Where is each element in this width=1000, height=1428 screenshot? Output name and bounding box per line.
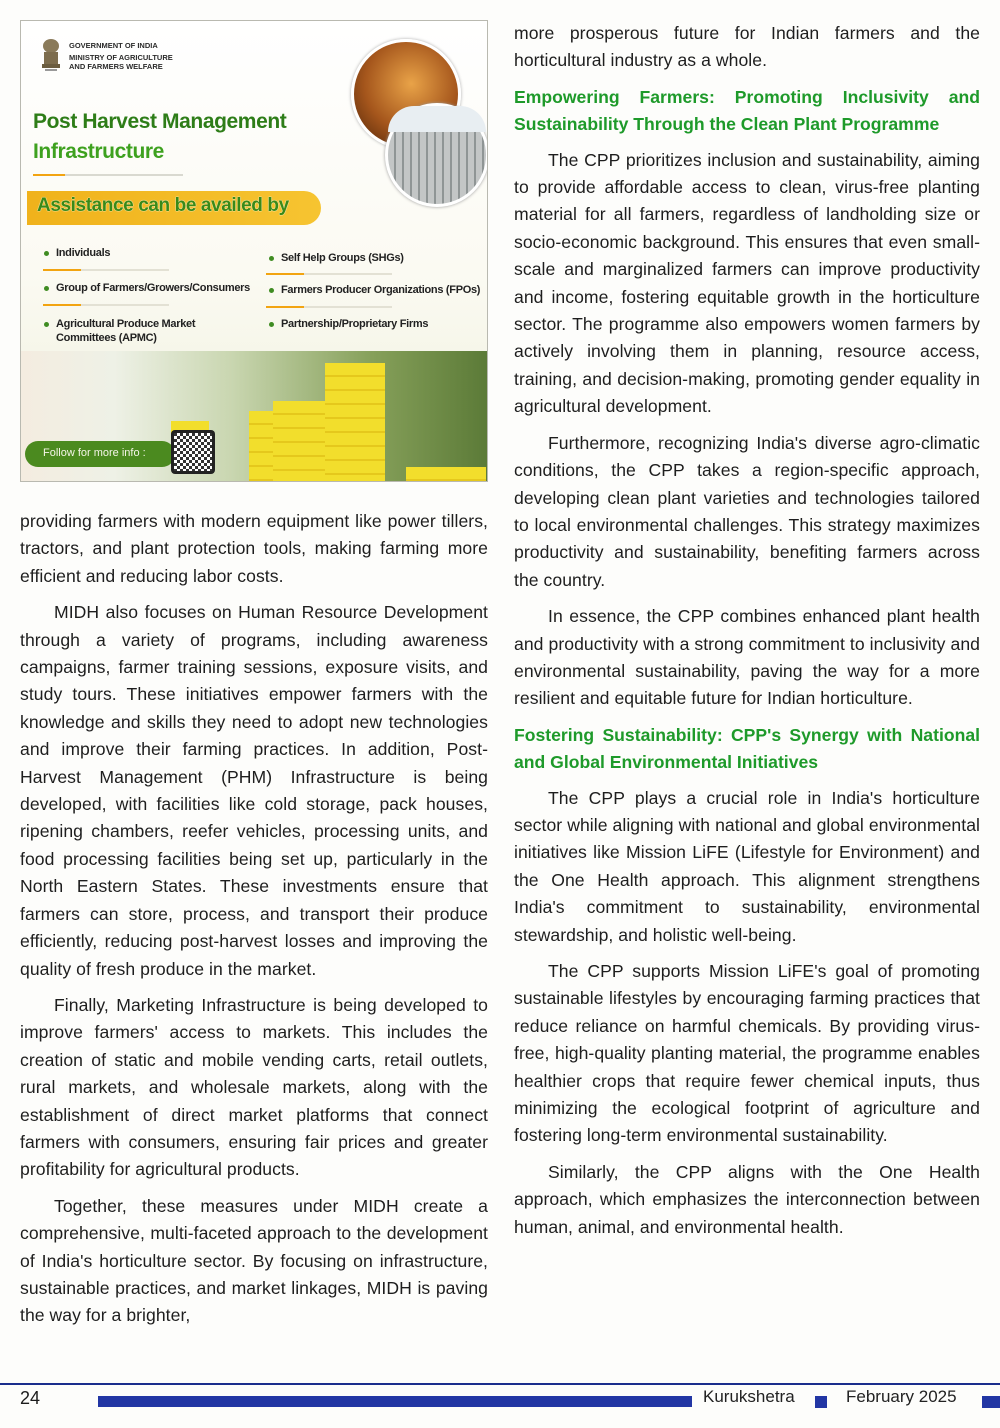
bullet-item: Individuals bbox=[56, 247, 111, 259]
divider bbox=[43, 269, 169, 271]
gov-line: GOVERNMENT OF INDIA bbox=[69, 41, 158, 50]
bullet-item: Farmers Producer Organizations (FPOs) bbox=[281, 284, 481, 296]
paragraph: The CPP prioritizes inclusion and sustainability, aiming to provide affordable access to clean, virus-free planting material for all farmers, regardless of landholding size or socio-economic background. This ensures that even small-scale and marginalized farmers can improve productivity and income, fostering equitable growth in the horticulture sector. The programme also empowers women farmers by actively involving them in planning, resource access, training, and decision-making, promoting gender equality in agricultural development. bbox=[514, 149, 980, 417]
magazine-name: Kurukshetra bbox=[703, 1387, 795, 1406]
paragraph: The CPP plays a crucial role in India's horticulture sector while aligning with national and global environmental initiatives like Mission LiFE (Lifestyle for Environment) and the One Health approach. This alignment strengthens India's commitment to sustainability, environmental stewardship, and holistic well-being. bbox=[514, 787, 980, 945]
crate-stack bbox=[273, 401, 327, 481]
section-heading: Empowering Farmers: Promoting Inclusivity and Sustainability Through the Clean Plant Programme bbox=[514, 86, 980, 135]
divider bbox=[266, 273, 392, 275]
paragraph: Finally, Marketing Infrastructure is being developed to improve farmers' access to markets. This includes the creation of static and mobile vending carts, retail outlets, rural markets, and wholesale markets, along with the establishment of direct market platforms that connect farmers with consumers, ensuring fair prices and greater profitability for agricultural products. bbox=[20, 994, 488, 1180]
paragraph: Furthermore, recognizing India's diverse agro-climatic conditions, the CPP takes a region-specific approach, developing clean plant varieties and technologies tailored to local environmental challenges. This strategy maximizes productivity and sustainability, benefiting farmers across the country. bbox=[514, 432, 980, 590]
poster-title bbox=[33, 107, 286, 167]
bullet-line: Committees (APMC) bbox=[56, 332, 157, 344]
phm-infrastructure-poster bbox=[20, 20, 488, 482]
bullet-item: Partnership/Proprietary Firms bbox=[281, 318, 429, 330]
crate-stack bbox=[406, 467, 486, 481]
issue-date: February 2025 bbox=[846, 1387, 957, 1406]
title-line: Infrastructure bbox=[33, 140, 164, 163]
paragraph: more prosperous future for Indian farmers and the horticultural industry as a whole. bbox=[514, 23, 980, 71]
ministry-line: AND FARMERS WELFARE bbox=[69, 62, 163, 71]
ministry-line: MINISTRY OF AGRICULTURE bbox=[69, 53, 173, 62]
page-number: 24 bbox=[20, 1388, 41, 1408]
paragraph: Together, these measures under MIDH create a comprehensive, multi-faceted approach to the development of India's horticulture sector. By focusing on infrastructure, sustainable practices, and market linkages, MIDH is paving the way for a brighter, bbox=[20, 1195, 488, 1326]
left-column bbox=[20, 20, 488, 1339]
title-line: Post Harvest Management bbox=[33, 110, 287, 133]
assistance-banner bbox=[27, 191, 321, 225]
section-heading: Fostering Sustainability: CPP's Synergy with National and Global Environmental Initiatives bbox=[514, 724, 980, 773]
divider bbox=[33, 174, 183, 176]
banner-text: Assistance can be availed by bbox=[37, 195, 289, 216]
footer-rule bbox=[0, 1383, 1000, 1385]
paragraph: The CPP supports Mission LiFE's goal of promoting sustainable lifestyles by encouraging farming practices that reduce reliance on harmful chemicals. By providing virus-free, high-quality planting material, the programme enables healthier crops that require fewer chemical inputs, thus minimizing the ecological footprint of agriculture and fostering long-term environmental sustainability. bbox=[514, 961, 980, 1146]
follow-button[interactable]: Follow for more info : bbox=[25, 441, 175, 467]
separator-square-icon bbox=[815, 1396, 827, 1408]
national-emblem-icon bbox=[39, 37, 63, 73]
separator-square-icon bbox=[982, 1396, 1000, 1408]
bullet-item bbox=[56, 317, 195, 345]
footer-bar bbox=[98, 1396, 692, 1407]
paragraph: MIDH also focuses on Human Resource Development through a variety of programs, including awareness campaigns, farmer training sessions, exposure visits, and study tours. These initiatives empower farmers with the knowledge and skills they need to adopt new technologies and improve their farming practices. In addition, Post-Harvest Management (PHM) Infrastructure is being developed, with facilities like cold storage, pack houses, ripening chambers, reefer vehicles, processing units, and food processing facilities being set up, particularly in the North Eastern States. These investments ensure that farmers can store, process, and transport their produce efficiently, reducing post-harvest losses and improving the quality of fresh produce in the market. bbox=[20, 602, 488, 979]
bullet-line: Agricultural Produce Market bbox=[56, 318, 196, 330]
divider bbox=[43, 304, 169, 306]
paragraph: Similarly, the CPP aligns with the One Health approach, which emphasizes the interconnection between human, animal, and environmental health. bbox=[514, 1161, 980, 1237]
silo-photo bbox=[385, 103, 488, 207]
crate-stack bbox=[325, 363, 385, 481]
bullet-item: Self Help Groups (SHGs) bbox=[281, 252, 404, 264]
paragraph: In essence, the CPP combines enhanced plant health and productivity with a strong commitment to inclusivity and environmental sustainability, paving the way for a more resilient and equitable future for Indian horticulture. bbox=[514, 606, 980, 709]
ministry-label bbox=[69, 41, 173, 71]
bullet-item: Group of Farmers/Growers/Consumers bbox=[56, 282, 250, 294]
qr-code-icon[interactable] bbox=[171, 430, 215, 474]
paragraph: providing farmers with modern equipment like power tillers, tractors, and plant protection tools, making farming more efficient and reducing labor costs. bbox=[20, 511, 488, 586]
divider bbox=[266, 306, 392, 308]
right-column bbox=[514, 20, 980, 1250]
